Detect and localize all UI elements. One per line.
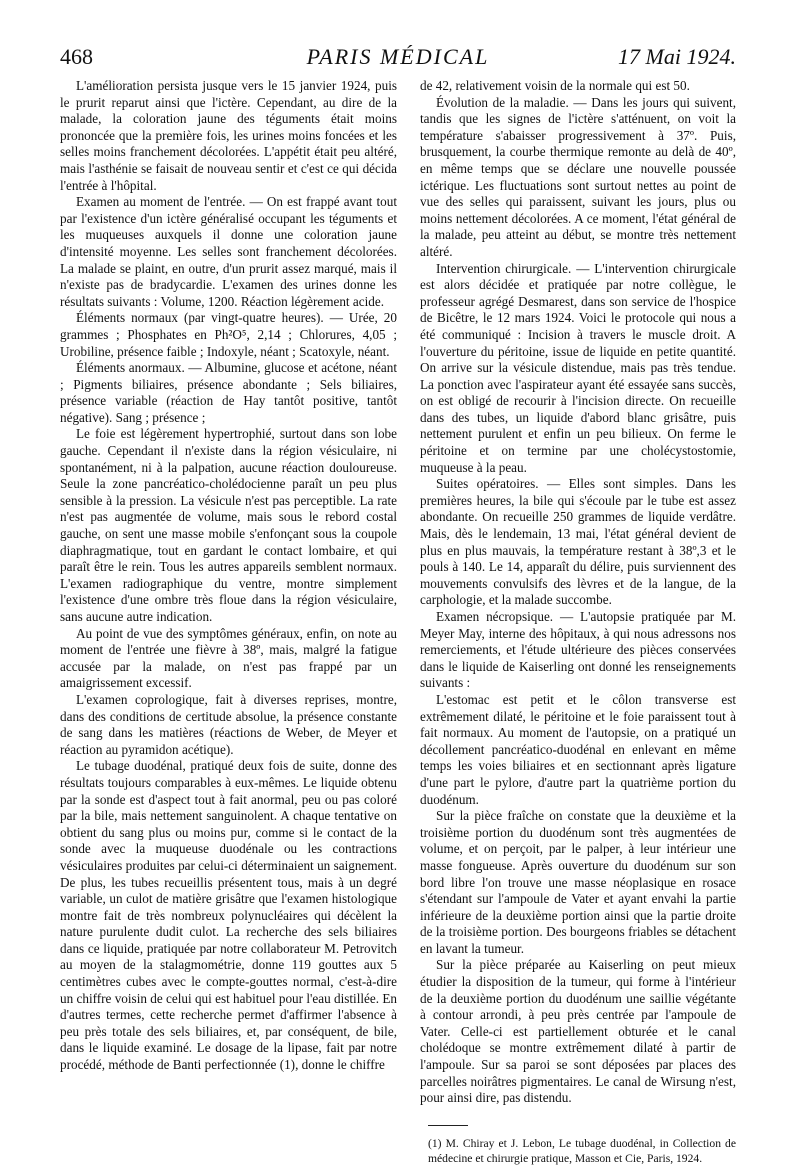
issue-date: 17 Mai 1924.: [618, 44, 736, 69]
paragraph-elements-normaux: Éléments normaux (par vingt-quatre heures). — Urée, 20 grammes ; Phosphates en Ph²O⁵, 2,14 ; Chlorures, 4,05 ; Urobiline, présence faible ; Indoxyle, néant ; Scatoxyle, néant.: [60, 310, 397, 359]
left-column: [60, 78, 397, 1074]
paragraph-tubage: Le tubage duodénal, pratiqué deux fois de suite, donne des résultats toujours comparables à eux-mêmes. Le liquide obtenu par la sonde est d'aspect tout à fait anormal, peu ou pas coloré par la bile, mais nettement sanguinolent. A chaque tentative on obtient du sang plus ou moins pur, comme si le contact de la sonde avec la muqueuse duodénale ou les contractions vésiculaires produites par celui-ci déterminaient un saignement. De plus, les tubes recueillis présentent tous, mais à un degré variable, un culot de matière grisâtre que l'examen histologique montre fait de très nombreux polynucléaires qui décèlent la nature purulente dudit culot. La recherche des sels biliaires dans ce liquide, pratiquée par notre collaborateur M. Petrovitch au moyen de la stalagmométrie, donne 119 gouttes aux 5 centimètres cubes avec le compte-gouttes normal, c'est-à-dire un chiffre voisin de celui qui est habituel pour l'eau distillée. En d'autres termes, cette recherche permet d'affirmer l'absence à peu près totale des sels biliaires, et, par conséquent, de bile, dans le liquide examiné. Le dosage de la lipase, fait par notre procédé, méthode de Banti perfectionnée (1), donne le chiffre: [60, 758, 397, 1073]
paragraph-intervention: Intervention chirurgicale. — L'intervention chirurgicale est alors décidée et pratiquée par notre collègue, le professeur agrégé Desmarest, dans son service de l'hospice de Bicêtre, le 12 mars 1924. Voici le protocole qui nous a été communiqué : Incision à travers le muscle droit. A l'ouverture du péritoine, issue de liquide en petite quantité. On arrive sur la vésicule distendue, mais pas très tendue. La ponction avec l'aspirateur ayant été essayée sans succès, on est obligé de recourir à l'incision directe. On recueille dans des tubes, un liquide d'abord blanc grisâtre, puis nettement purulent et enfin un peu bilieux. On ferme le péritoine et on termine par une cholécystostomie, muqueuse à la peau.: [420, 260, 736, 475]
paragraph-kaiserling: Sur la pièce préparée au Kaiserling on peut mieux étudier la disposition de la tumeur, qui forme à l'intérieur de la deuxième portion du duodénum une saillie végétante à contour arrondi, à peu près centrée par l'ampoule de Vater. Celle-ci est partiellement obturée et le canal cholédoque se montre extrêmement dilaté à partir de l'ampoule. Sur sa paroi se sont déposées par places des parcelles noirâtres pigmentaires. Le canal de Wirsung n'est, pour ainsi dire, pas distendu.: [420, 957, 736, 1106]
paragraph-estomac: L'estomac est petit et le côlon transverse est extrêmement dilaté, le péritoine et le foie paraissent tout à fait normaux. Au moment de l'autopsie, on a pratiqué un décollement pancréatico-duodénal en enlevant en même temps les voies biliaires et en sectionnant après ligature d'une part le pylore, d'autre part la quatrième portion du duodénum.: [420, 691, 736, 807]
paragraph-examen-necropsique: Examen nécropsique. — L'autopsie pratiquée par M. Meyer May, interne des hôpitaux, à qui nous adressons nos remerciements, et l'étude ultérieure des pièces conservées dans le liquide de Kaiserling ont donné les renseignements suivants :: [420, 609, 736, 691]
paragraph-suites: Suites opératoires. — Elles sont simples. Dans les premières heures, la bile qui s'écoule par le tube est assez abondante. On recueille 250 grammes de liquide verdâtre. Mais, dès le lendemain, 13 mai, l'état général devient de plus en plus mauvais, la température restant à 38º,3 et le pouls à 140. Le 14, apparaît du délire, puis surviennent des mouvements convulsifs des lèvres et de la langue, de la carphologie, et la malade succombe.: [420, 476, 736, 608]
page-number: 468: [60, 44, 93, 69]
paragraph-foie: Le foie est légèrement hypertrophié, surtout dans son lobe gauche. Cependant il n'existe dans la région vésiculaire, ni spontanément, ni à la palpation, aucune réaction douloureuse. Seule la zone pancréatico-cholédocienne paraît un peu plus sensible à la pression. La vésicule n'est pas perceptible. La rate n'est pas augmentée de volume, mais sous le rebord costal gauche, on sent une masse mobile s'enfonçant sous la coupole diaphragmatique, tout en gardant le contact lombaire, et qui paraît être le rein. Tous les autres appareils semblent normaux. L'examen radiographique du ventre, montre simplement l'existence d'une ombre très floue dans la région vésiculaire, sans aucune autre indication.: [60, 426, 397, 624]
paragraph-symptomes: Au point de vue des symptômes généraux, enfin, on note au moment de l'entrée une fièvre à 38º, mais, malgré la fatigue accusée par la malade, on n'est pas frappé par un amaigrissement excessif.: [60, 625, 397, 691]
paragraph-coprologique: L'examen coprologique, fait à diverses reprises, montre, dans des conditions de certitude absolue, la présence constante de sang dans les matières (réactions de Weber, de Meyer et réaction au pyramidon acétique).: [60, 691, 397, 757]
right-column: [420, 78, 736, 1166]
paragraph-continuation: de 42, relativement voisin de la normale qui est 50.: [420, 78, 690, 93]
paragraph-elements-anormaux: Éléments anormaux. — Albumine, glucose et acétone, néant ; Pigments biliaires, présence abondante ; Sels biliaires, présence variable (réaction de Hay tantôt positive, tantôt négative). Sang ; présence ;: [60, 360, 397, 425]
page-header: [60, 44, 736, 74]
footnote-divider: [428, 1125, 468, 1126]
paragraph-evolution: Évolution de la maladie. — Dans les jours qui suivent, tandis que les signes de l'ictère s'atténuent, on voit la température s'abaisser progressivement à 37º. Puis, brusquement, la courbe thermique remonte au delà de 40º, en même temps que se déclare une nouvelle poussée ictérique. Les fluctuations sont surtout nettes au point de vue des selles qui paraissent, suivant les jours, plus ou moins nettement décolorées. A ce moment, l'état général de la malade, peu atteint au début, se montre très nettement altéré.: [420, 94, 736, 259]
paragraph-examen-entree: Examen au moment de l'entrée. — On est frappé avant tout par l'existence d'un ictère généralisé occupant les téguments et les muqueuses auxquels il donne une coloration jaune d'intensité moyenne. Les selles sont franchement décolorées. La malade se plaint, en outre, d'un prurit assez marqué, mais il n'existe pas de bradycardie. L'examen des urines donne les résultats suivants : Volume, 1200. Réaction légèrement acide.: [60, 194, 397, 309]
paragraph: L'amélioration persista jusque vers le 15 janvier 1924, puis le prurit reparut ainsi que l'ictère. Cependant, au dire de la malade, la coloration jaune des téguments était moins prononcée que la première fois, les urines moins foncées et les selles moins franchement décolorées. L'appétit était peu altéré, mais l'asthénie se faisait de nouveau sentir et c'est ce qui décida l'entrée à l'hôpital.: [60, 78, 397, 193]
paragraph-piece-fraiche: Sur la pièce fraîche on constate que la deuxième et la troisième portion du duodénum sont très augmentées de volume, et on perçoit, par le palper, à leur intérieur une masse fongueuse. Après ouverture du duodénum sur son bord libre l'on trouve une masse néoplasique en rosace s'étendant sur l'ampoule de Vater et ayant envahi la partie inférieure de la deuxième portion ainsi que la partie droite de la troisième portion. Des bourgeons friables se détachent en lavant la tumeur.: [420, 808, 736, 956]
journal-title: PARIS MÉDICAL: [306, 44, 490, 69]
footnote: (1) M. Chiray et J. Lebon, Le tubage duodénal, in Collection de médecine et chirurgie pratique, Masson et Cie, Paris, 1924.: [428, 1136, 736, 1165]
